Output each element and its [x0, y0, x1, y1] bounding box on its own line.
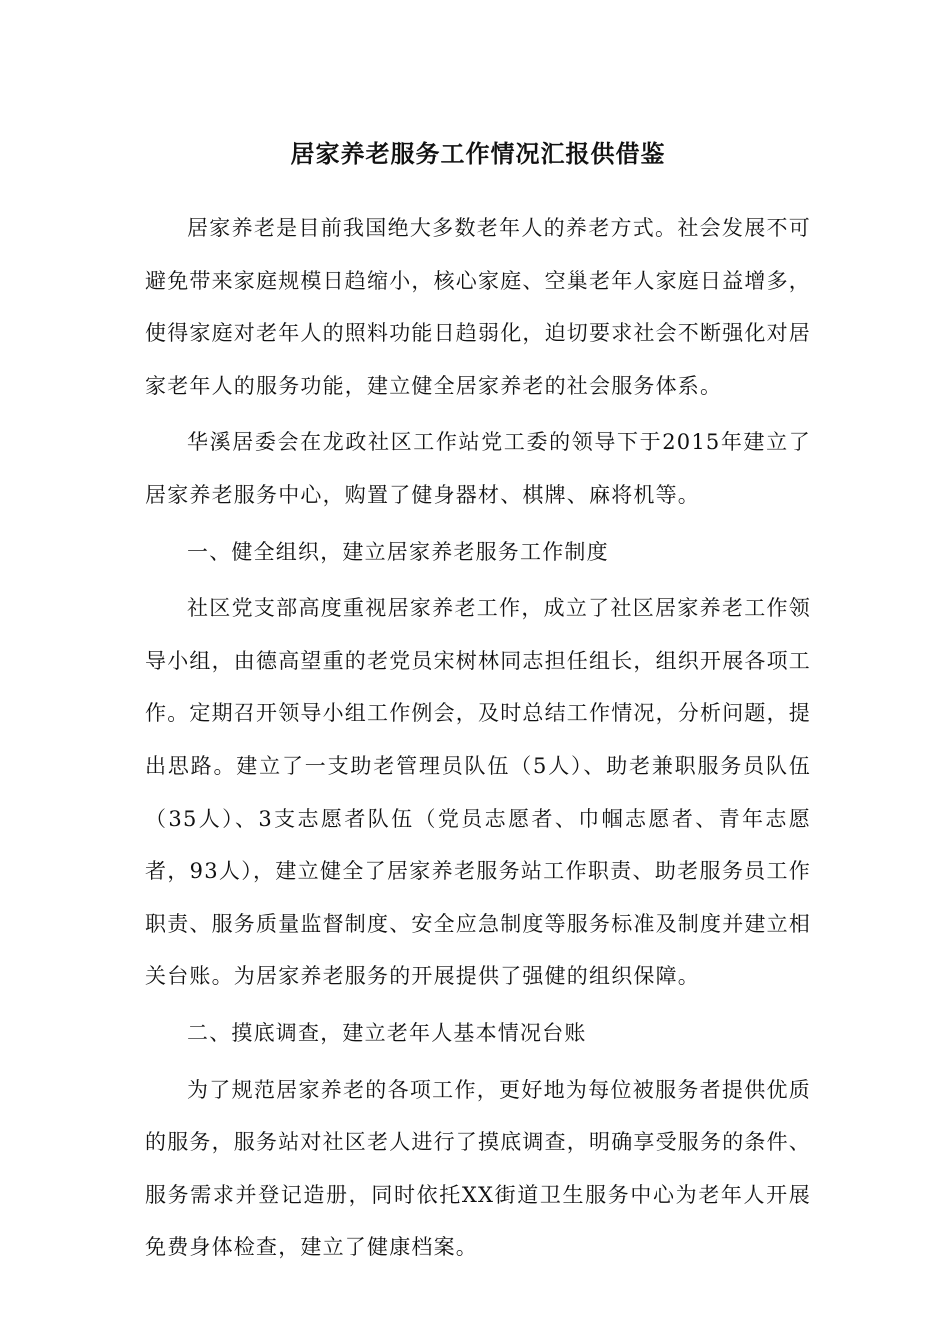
paragraph-center: 华溪居委会在龙政社区工作站党工委的领导下于2015年建立了居家养老服务中心，购置了健身器材、棋牌、麻将机等。	[145, 430, 811, 507]
paragraph-survey: 为了规范居家养老的各项工作，更好地为每位被服务者提供优质的服务，服务站对社区老人进行了摸底调查，明确享受服务的条件、服务需求并登记造册，同时依托XX街道卫生服务中心为老年人开展免费身体检查，建立了健康档案。	[145, 1077, 811, 1260]
paragraph-intro: 居家养老是目前我国绝大多数老年人的养老方式。社会发展不可避免带来家庭规模日趋缩小，核心家庭、空巢老年人家庭日益增多，使得家庭对老年人的照料功能日趋弱化，迫切要求社会不断强化对居家老年人的服务功能，建立健全居家养老的社会服务体系。	[145, 216, 811, 398]
section-heading-1: 一、健全组织，建立居家养老服务工作制度	[187, 539, 609, 564]
section-heading-2: 二、摸底调查，建立老年人基本情况台账	[187, 1020, 587, 1045]
document-page	[145, 130, 811, 1278]
paragraph-organization: 社区党支部高度重视居家养老工作，成立了社区居家养老工作领导小组，由德高望重的老党员宋树林同志担任组长，组织开展各项工作。定期召开领导小组工作例会，及时总结工作情况，分析问题，提出思路。建立了一支助老管理员队伍（5人）、助老兼职服务员队伍（35人）、3支志愿者队伍（党员志愿者、巾帼志愿者、青年志愿者，93人），建立健全了居家养老服务站工作职责、助老服务员工作职责、服务质量监督制度、安全应急制度等服务标准及制度并建立相关台账。为居家养老服务的开展提供了强健的组织保障。	[145, 596, 811, 989]
document-title: 居家养老服务工作情况汇报供借鉴	[290, 139, 666, 168]
